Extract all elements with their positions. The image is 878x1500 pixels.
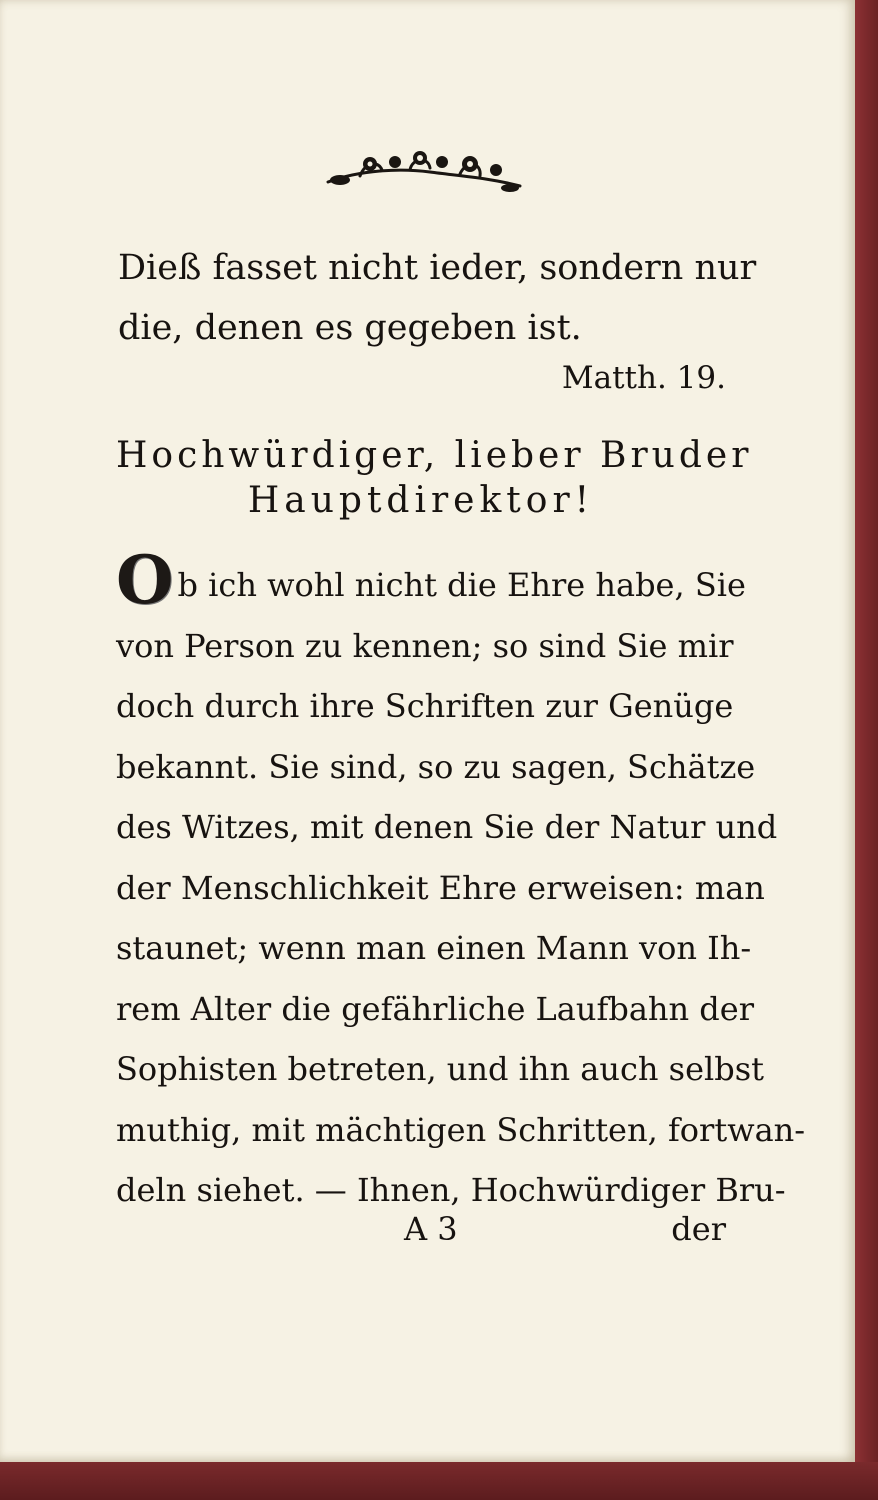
page-footer (116, 1210, 726, 1250)
catchword: der (671, 1210, 726, 1248)
salutation (116, 435, 753, 521)
body-line: staunet; wenn man einen Mann von Ih- (116, 929, 752, 967)
salutation-line-1: Hochwürdiger, lieber Bruder (116, 435, 753, 476)
body-line: deln siehet. — Ihnen, Hochwürdiger Bru- (116, 1171, 786, 1209)
signature-mark: A 3 (404, 1210, 458, 1248)
bible-reference: Matth. 19. (561, 360, 726, 396)
body-line: doch durch ihre Schriften zur Genüge (116, 687, 734, 725)
body-line: bekannt. Sie sind, so zu sagen, Schätze (116, 747, 756, 786)
motto (118, 238, 757, 358)
body-line-first-rest: b ich wohl nicht die Ehre habe, Sie (177, 566, 746, 604)
motto-line-2: die, denen es gegeben ist. (118, 308, 582, 348)
floral-ornament-icon (320, 140, 530, 200)
body-line-first (116, 541, 746, 619)
book-cover-bottom (0, 1462, 878, 1500)
body-text (116, 541, 806, 1221)
motto-line-1: Dieß fasset nicht ieder, sondern nur (118, 248, 757, 288)
drop-cap: O (116, 541, 174, 619)
body-line: von Person zu kennen; so sind Sie mir (116, 626, 734, 665)
body-line: rem Alter die gefährliche Laufbahn der (116, 989, 754, 1028)
body-line: des Witzes, mit denen Sie der Natur und (116, 808, 778, 846)
body-line: Sophisten betreten, und ihn auch selbst (116, 1050, 765, 1088)
salutation-line-2: Hauptdirektor! (247, 480, 595, 521)
body-line: muthig, mit mächtigen Schritten, fortwan- (116, 1110, 806, 1149)
body-line: der Menschlichkeit Ehre erweisen: man (116, 868, 765, 907)
